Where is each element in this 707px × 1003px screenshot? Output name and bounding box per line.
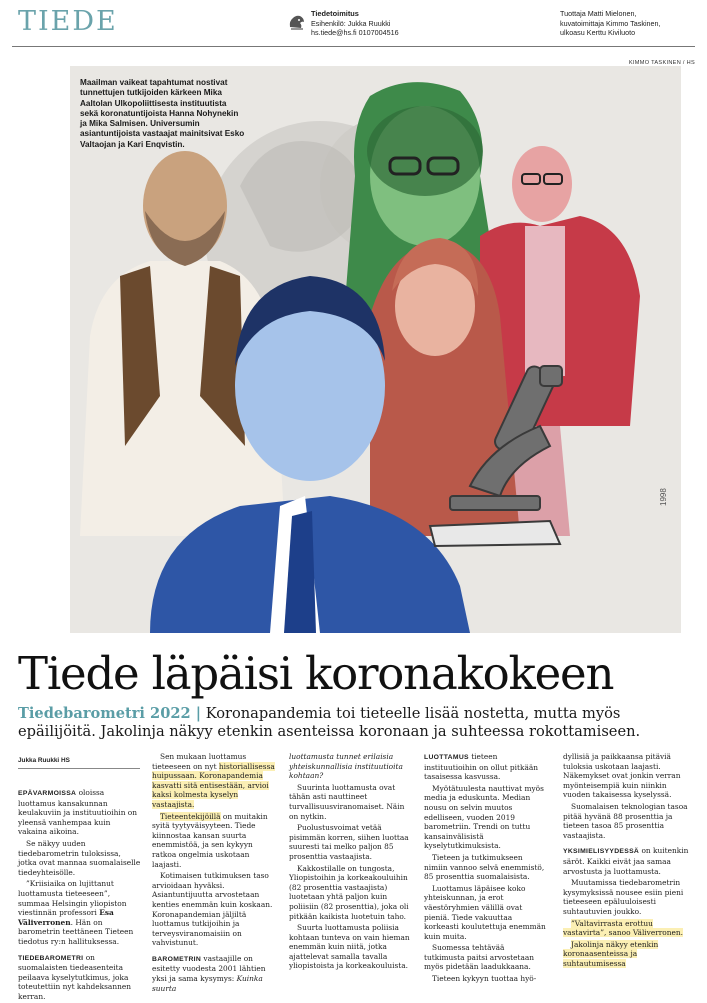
paragraph: Tieteen kykyyn tuottaa hyö- — [432, 974, 537, 984]
desk-info — [311, 9, 399, 38]
paragraph: Suurta luottamusta poliisia kohtaan tunteva on vain hieman enemmän kuin niitä, jotka ajattelevat samalla tavalla yliopistoista ja korkeakouluista. — [289, 923, 410, 971]
producer-info — [560, 9, 661, 38]
desk-title: Tiedetoimitus — [311, 9, 359, 18]
paragraph — [563, 846, 689, 876]
desk-line: hs.tiede@hs.fi 0107004516 — [311, 28, 399, 38]
paragraph: Tieteen ja tutkimukseen nimiin vannoo selvä enemmistö, 85 prosenttia suomalaisista. — [424, 852, 545, 882]
paragraph: Luottamus läpäisee koko yhteiskunnan, ja erot väestöryhmien välillä ovat pieniä. Tiede vakuuttaa korkeasti koulutettuja enemmän kuin muita. — [424, 883, 546, 941]
paragraph — [18, 879, 141, 946]
paragraph-text: tieteen instituutioihin on ollut pitkään tasaisessa kasvussa. — [424, 752, 539, 782]
deck — [18, 705, 688, 741]
illustration-caption: Maailman vaikeat tapahtumat nostivat tunnettujen tutkijoiden kärkeen Mika Aaltolan Ulkopoliittisesta instituutista sekä koronatuntijoista Hanna Nohynekin ja Mika Salmisen. Universumin asiantuntijoista vastaajat mainitsivat Esko Valtaojan ja Kari Enqvistin. — [80, 78, 245, 149]
section-title: TIEDE — [18, 6, 118, 37]
paragraph — [563, 919, 689, 938]
producer-line: kuvatoimittaja Kimmo Taskinen, — [560, 18, 661, 28]
headline: Tiede läpäisi koronakokeen — [18, 647, 614, 700]
paragraph-text: . Hän on barometrin teettäneen Tieteen tiedotus ry:n hallituksessa. — [18, 917, 134, 946]
byline: Jukka Ruukki HS — [18, 757, 70, 764]
paragraph-text: oloissa luottamus kansakunnan keulakuviin ja instituutioihin on yleensä vanhempaa kuin vakaina aikoina. — [18, 788, 138, 837]
producer-line: Tuottaja Matti Mielonen, — [560, 9, 637, 18]
deck-kicker: Tiedebarometri 2022 | — [18, 705, 202, 722]
paragraph — [152, 752, 275, 810]
paragraph: Suomalaisen teknologian tasoa pitää hyvänä 88 prosenttia ja tieteen tasoa 85 prosenttia vastaajista. — [563, 801, 688, 840]
highlighted-text: historiallisessa huipussaan. Koronapandemia kasvatti sitä entisestään, arvioi kaksi kolmesta kyselyn vastaajista. — [152, 761, 275, 809]
photo-credit: KIMMO TASKINEN / HS — [628, 60, 695, 66]
body-column-1 — [18, 788, 141, 1003]
paragraph — [563, 940, 689, 969]
body-column-5 — [563, 752, 689, 970]
highlighted-text: Jakolinja näkyy etenkin koronaasenteissa ja suhtautumisessa — [563, 939, 659, 968]
body-column-3 — [289, 752, 412, 973]
lead-in: TIEDEBAROMETRI — [18, 954, 84, 962]
lead-in: LUOTTAMUS — [424, 754, 469, 761]
highlighted-text: Tieteentekijöillä — [160, 811, 221, 821]
paragraph — [18, 953, 141, 1002]
desk-line: Esihenkilö: Jukka Ruukki — [311, 18, 391, 28]
body-column-2 — [152, 752, 275, 995]
body-column-4 — [424, 752, 547, 986]
paragraph-text: vastaajille on esitetty vuodesta 2001 lähtien yksi ja sama kysymys: — [152, 953, 266, 984]
deck-text: Koronapandemia toi tieteelle lisää nostetta, mutta myös epäilijöitä. Jakolinja näkyy etenkin asenteissa koronaan ja suhteessa rokottamiseen. — [18, 705, 641, 740]
lead-in: YKSIMIELISYYDESSÄ — [563, 848, 640, 856]
collage-illustration — [70, 66, 681, 633]
paragraph — [152, 812, 275, 870]
paragraph: dyllisiä ja paikkaansa pitäviä tuloksia uskotaan laajasti. Näkemykset ovat jonkin verran myönteisempiä kuin niinkin vuoden takaisessa kyselyssä. — [563, 752, 681, 800]
paragraph-text: on kuitenkin säröt. Kaikki eivät jaa samaa arvostusta ja luottamusta. — [563, 846, 689, 876]
lead-in: BAROMETRIN — [152, 955, 202, 963]
byline-divider — [18, 768, 140, 769]
producer-line: ulkoasu Kerttu Kiviluoto — [560, 28, 636, 38]
paragraph-text: Sen mukaan luottamus tieteeseen on nyt — [152, 752, 247, 771]
paragraph: Puolustusvoimat vetää pisimmän korren, siihen luottaa suuresti tai melko paljon 85 prosenttia vastaajista. — [289, 823, 409, 861]
masthead-divider — [12, 46, 695, 47]
illustration-year-label: 1998 — [659, 488, 668, 506]
paragraph-text: on suomalaisten tiedeasenteita peilaava kyselytutkimus, joka toteutettiin nyt kahdeksannen kerran. — [18, 952, 131, 1001]
hs-lion-logo-icon — [287, 12, 307, 32]
lead-in: EPÄVARMOISSA — [18, 790, 77, 797]
question-text: luottamusta tunnet erilaisia yhteiskunnallisia instituutioita kohtaan? — [289, 752, 403, 781]
paragraph: Muutamissa tiedebarometrin kysymyksissä nousee esiin pieni tieteeseen epäluuloisesti suhtautuvien joukko. — [563, 878, 684, 916]
question-text: Kuinka suurta — [152, 974, 263, 993]
paragraph — [424, 752, 547, 782]
paragraph-text: on muitakin syitä tyytyväisyyteen. Tiede kiinnostaa kansan suurta enemmistöä, ja sen kykyyn ratkoa ongelmia uskotaan laajasti. — [152, 811, 268, 869]
paragraph — [152, 954, 275, 993]
paragraph: Kotimaisen tutkimuksen taso arvioidaan hyväksi. Asiantuntijuutta arvostetaan kenties enemmän kuin koskaan. Koronapandemian jäljiltä luottamus tutkijoihin ja terveysviranomaisiin on vahvistunut. — [152, 871, 273, 948]
paragraph — [18, 788, 141, 837]
paragraph: Se näkyy uuden tiedebarometrin tuloksissa, jotka ovat mannaa suomalaiselle tiedeyhteisölle. — [18, 838, 141, 877]
person-name: Esa Väliverronen — [18, 908, 114, 927]
paragraph: Kakkostilalle on tungosta, Yliopistoihin ja korkeakouluihin (82 prosenttia vastaajista) luotetaan yhtä paljon kuin poliisiin (82 prosenttia), joka oli pitkään kaikista luotetuin taho. — [289, 863, 409, 921]
paragraph: Suomessa tehtävää tutkimusta paitsi arvostetaan myös pidetään laadukkaana. — [424, 943, 535, 972]
highlighted-text: ”Valtavirrasta erottuu vastavirta”, sanoo Väliverronen. — [563, 918, 683, 938]
paragraph-text: ”Kriisiaika on lujittanut luottamusta tieteeseen”, summaa Helsingin yliopiston viestinnän professori — [18, 879, 127, 918]
paragraph: Suurinta luottamusta ovat tähän asti nauttineet turvallisuusviranomaiset. Näin on nytkin. — [289, 782, 405, 821]
paragraph: Myötätuulesta nauttivat myös media ja eduskunta. Median nousu on selvin muutos edelliseen, vuoden 2019 barometriin. Trendi on tuttu kansainvälisistä kyselytutkimuksista. — [424, 783, 544, 851]
